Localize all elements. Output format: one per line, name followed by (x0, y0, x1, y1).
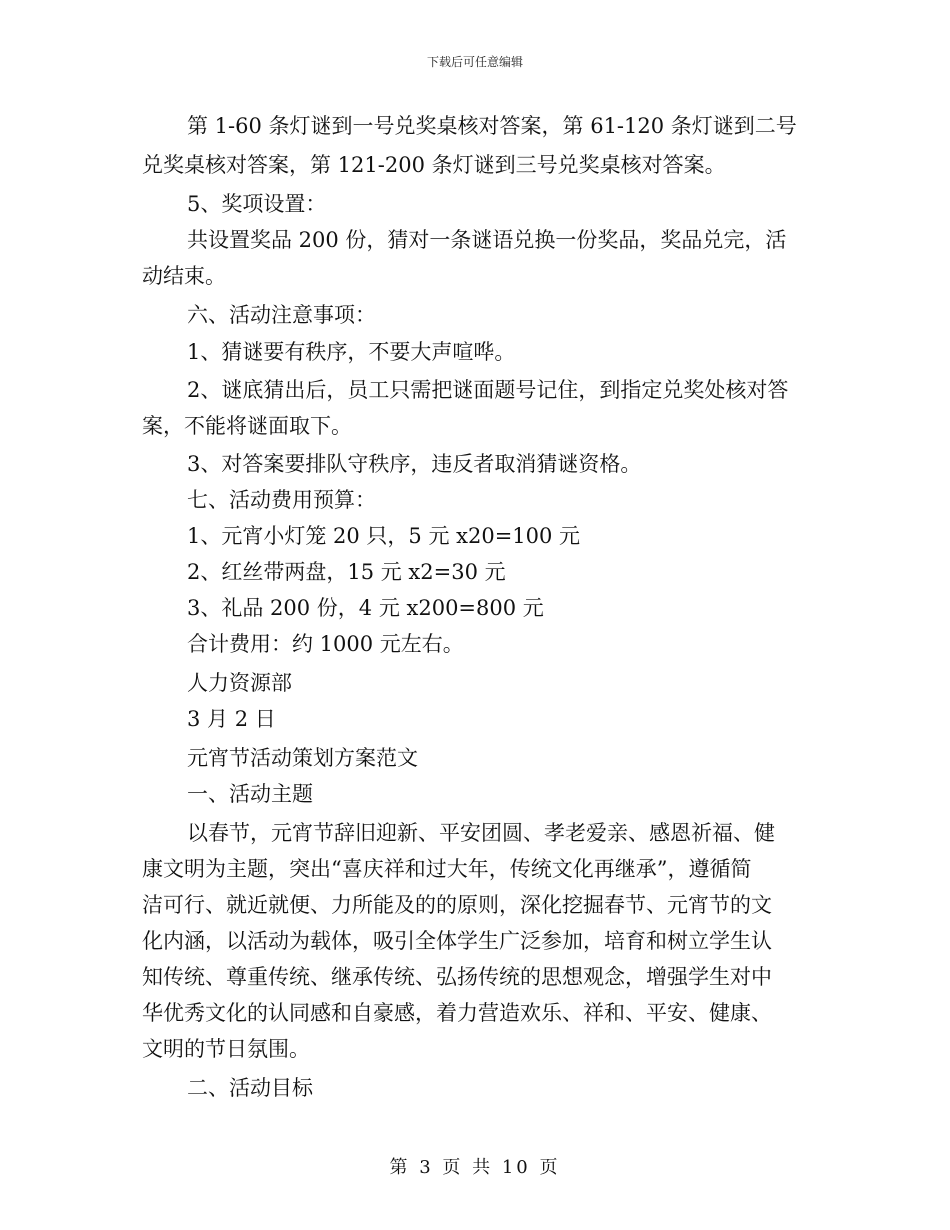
theme-line: 华优秀文化的认同感和自豪感，着力营造欢乐、祥和、平安、健康、 (142, 1001, 772, 1025)
section-heading: 二、活动目标 (187, 1076, 313, 1100)
theme-line: 化内涵，以活动为载体，吸引全体学生广泛参加，培育和树立学生认 (142, 929, 772, 953)
page-number-footer: 第 3 页 共 10 页 (389, 1157, 561, 1178)
paragraph-line: 第 1-60 条灯谜到一号兑奖桌核对答案，第 61-120 条灯谜到二号 (187, 114, 797, 138)
section-heading: 六、活动注意事项： (187, 303, 376, 327)
theme-line: 洁可行、就近就便、力所能及的的原则，深化挖掘春节、元宵节的文 (142, 893, 772, 917)
list-item: 2、谜底猜出后，员工只需把谜面题号记住，到指定兑奖处核对答 (187, 378, 789, 402)
budget-item: 3、礼品 200 份，4 元 x200=800 元 (187, 596, 544, 620)
paragraph-line: 共设置奖品 200 份，猜对一条谜语兑换一份奖品，奖品兑完，活 (187, 228, 787, 252)
theme-line: 知传统、尊重传统、继承传统、弘扬传统的思想观念，增强学生对中 (142, 965, 772, 989)
section-heading: 一、活动主题 (187, 782, 313, 806)
list-item: 3、对答案要排队守秩序，违反者取消猜谜资格。 (187, 452, 642, 476)
paragraph-line: 动结束。 (142, 264, 226, 288)
theme-line: 文明的节日氛围。 (142, 1037, 310, 1061)
budget-item: 1、元宵小灯笼 20 只，5 元 x20=100 元 (187, 524, 581, 548)
department-signature: 人力资源部 (187, 671, 292, 695)
section-heading: 5、奖项设置： (187, 192, 327, 216)
page-header-note: 下载后可任意编辑 (426, 55, 523, 69)
budget-item: 2、红丝带两盘，15 元 x2=30 元 (187, 560, 506, 584)
list-item: 案，不能将谜面取下。 (142, 414, 352, 438)
budget-total: 合计费用：约 1000 元左右。 (187, 632, 464, 656)
section-heading: 七、活动费用预算： (187, 488, 376, 512)
theme-line: 康文明为主题，突出“喜庆祥和过大年，传统文化再继承”，遵循简 (142, 857, 752, 881)
document-title: 元宵节活动策划方案范文 (187, 746, 418, 770)
paragraph-line: 兑奖桌核对答案，第 121-200 条灯谜到三号兑奖桌核对答案。 (142, 153, 726, 177)
list-item: 1、猜谜要有秩序，不要大声喧哗。 (187, 340, 516, 364)
document-date: 3 月 2 日 (187, 707, 276, 731)
theme-line: 以春节，元宵节辞旧迎新、平安团圆、孝老爱亲、感恩祈福、健 (187, 821, 775, 845)
